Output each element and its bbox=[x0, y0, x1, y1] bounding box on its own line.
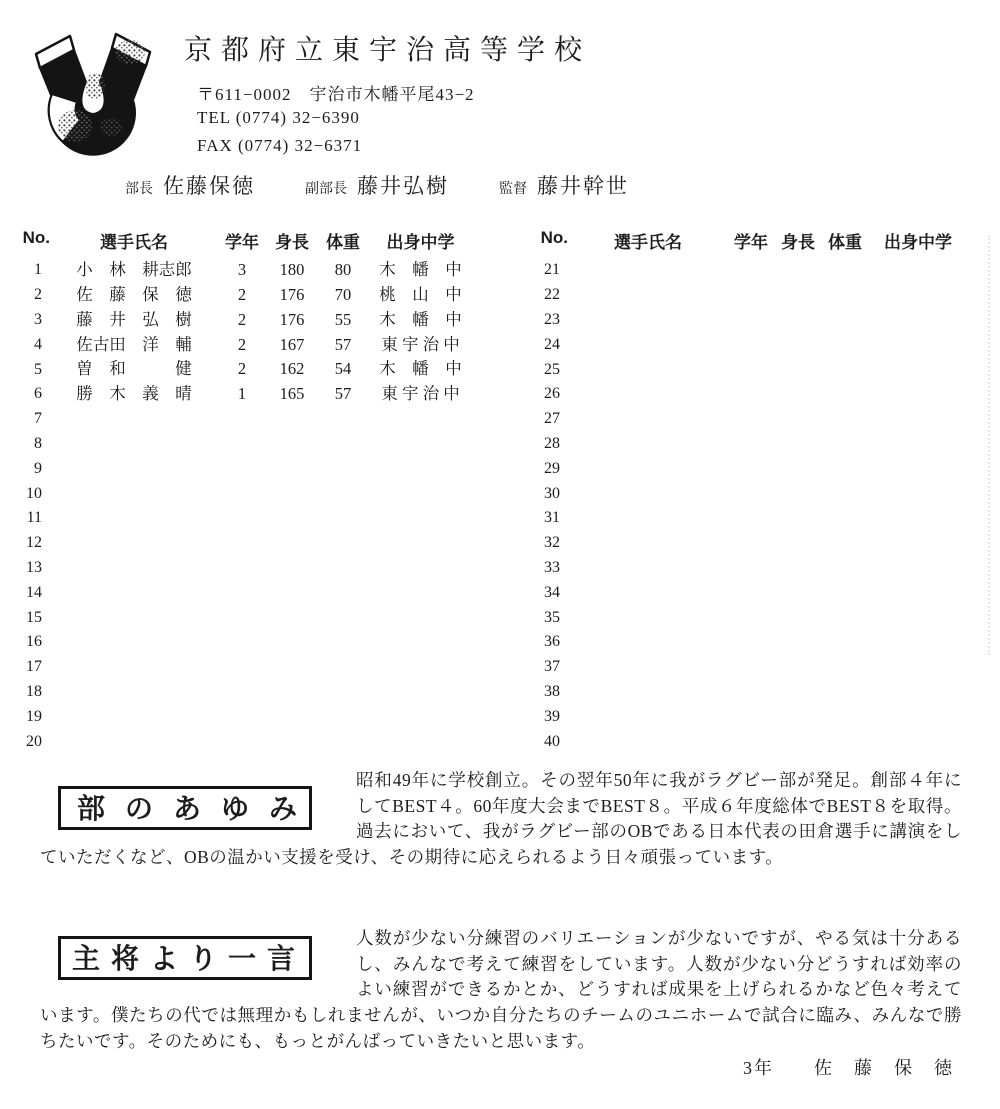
roster-cell-grade: 1 bbox=[237, 384, 247, 404]
roster-cell-weight: 55 bbox=[334, 309, 352, 329]
roster-column-header-no: No. bbox=[540, 228, 568, 247]
roster-cell-weight: 80 bbox=[334, 260, 352, 280]
vice-director-role-label: 副部長 bbox=[305, 180, 347, 196]
roster-cell-school: 東 宇 治 中 bbox=[381, 334, 460, 354]
roster-cell-school: 木 幡 中 bbox=[379, 260, 462, 280]
roster-cell-school: 東 宇 治 中 bbox=[381, 384, 460, 404]
roster-cell-name: 藤 井 弘 樹 bbox=[76, 309, 192, 329]
roster-cell-school: 木 幡 中 bbox=[379, 309, 462, 329]
roster-cell-no: 7 bbox=[34, 410, 42, 428]
roster-cell-grade: 2 bbox=[237, 359, 247, 379]
roster-cell-school: 木 幡 中 bbox=[379, 359, 462, 379]
roster-cell-no: 9 bbox=[34, 459, 42, 477]
roster-column-header-weight: 体重 bbox=[828, 233, 862, 252]
roster-cell-no: 30 bbox=[544, 484, 560, 502]
roster-cell-no: 19 bbox=[26, 707, 42, 725]
roster-cell-no: 26 bbox=[544, 385, 560, 403]
roster-column-header-name: 選手氏名 bbox=[614, 233, 682, 252]
roster-cell-no: 39 bbox=[544, 707, 560, 725]
roster-cell-height: 180 bbox=[279, 260, 305, 280]
roster-cell-no: 16 bbox=[26, 633, 42, 651]
roster-cell-no: 6 bbox=[34, 385, 42, 403]
roster-cell-no: 11 bbox=[26, 509, 42, 527]
roster-cell-no: 37 bbox=[544, 658, 560, 676]
roster-cell-no: 38 bbox=[544, 682, 560, 700]
fax-line: FAX (0774) 32−6371 bbox=[197, 136, 363, 155]
roster-cell-no: 1 bbox=[34, 261, 42, 279]
roster-column-header-grade: 学年 bbox=[734, 233, 768, 252]
coach-name: 藤井幹世 bbox=[537, 175, 629, 198]
roster-cell-no: 21 bbox=[544, 261, 560, 279]
roster-cell-grade: 2 bbox=[237, 284, 247, 304]
roster-column-header-height: 身長 bbox=[275, 233, 309, 252]
roster-table-left bbox=[20, 228, 473, 754]
roster-column-header-school: 出身中学 bbox=[884, 233, 952, 252]
roster-cell-no: 2 bbox=[34, 286, 42, 304]
roster-cell-grade: 3 bbox=[237, 260, 247, 280]
roster-cell-no: 8 bbox=[34, 434, 42, 452]
horseshoe-u-emblem-icon bbox=[18, 24, 168, 166]
captain-message-title-box: 主将より一言 bbox=[58, 936, 312, 980]
roster-cell-height: 162 bbox=[279, 359, 305, 379]
roster-column-header-weight: 体重 bbox=[326, 233, 360, 252]
roster-cell-weight: 70 bbox=[334, 284, 352, 304]
captain-signature: 3年 佐 藤 保 徳 bbox=[743, 1057, 954, 1078]
staff-row bbox=[125, 170, 679, 200]
roster-cell-grade: 2 bbox=[237, 334, 247, 354]
roster-cell-no: 25 bbox=[544, 360, 560, 378]
roster-cell-no: 36 bbox=[544, 633, 560, 651]
roster-cell-no: 22 bbox=[544, 286, 560, 304]
roster-column-header-no: No. bbox=[22, 228, 50, 247]
roster-column-header-name: 選手氏名 bbox=[100, 233, 168, 252]
roster-cell-no: 28 bbox=[544, 434, 560, 452]
vice-director-name: 藤井弘樹 bbox=[357, 175, 449, 198]
club-history-text: 昭和49年に学校創立。その翌年50年に我がラグビー部が発足。創部４年にしてBEST４。60年度大会までBEST８。平成６年度総体でBEST８を取得。過去において、我がラグビー部のOBである日本代表の田倉選手に講演をしていただくなど、OBの温かい支援を受け、その期待に応えられるよう日々頑張っています。 bbox=[40, 770, 962, 868]
roster-cell-weight: 57 bbox=[334, 384, 352, 404]
roster-column-header-school: 出身中学 bbox=[386, 233, 455, 252]
roster-cell-no: 34 bbox=[544, 583, 560, 601]
roster-cell-no: 13 bbox=[26, 558, 42, 576]
roster-column-header-height: 身長 bbox=[781, 233, 815, 252]
roster-cell-no: 29 bbox=[544, 459, 560, 477]
roster-cell-height: 176 bbox=[279, 309, 305, 329]
roster-cell-no: 32 bbox=[544, 534, 560, 552]
roster-cell-weight: 57 bbox=[334, 334, 352, 354]
tel-line: TEL (0774) 32−6390 bbox=[197, 108, 360, 127]
roster-cell-no: 10 bbox=[26, 484, 42, 502]
roster-cell-height: 176 bbox=[279, 284, 305, 304]
roster-cell-name: 曽 和 健 bbox=[76, 359, 192, 379]
scan-edge-artifact bbox=[988, 235, 990, 655]
roster-cell-no: 40 bbox=[544, 732, 560, 750]
roster-cell-no: 20 bbox=[26, 732, 42, 750]
roster-cell-no: 12 bbox=[26, 534, 42, 552]
roster-cell-no: 35 bbox=[544, 608, 560, 626]
club-history-title-box: 部のあゆみ bbox=[58, 786, 312, 830]
roster-cell-height: 167 bbox=[279, 334, 305, 354]
postal-address-line: 〒611−0002 宇治市木幡平尾43−2 bbox=[197, 85, 475, 104]
roster-cell-no: 4 bbox=[34, 335, 42, 353]
roster-cell-height: 165 bbox=[279, 384, 305, 404]
roster-table-right bbox=[540, 228, 968, 754]
roster-cell-weight: 54 bbox=[334, 359, 352, 379]
director-name: 佐藤保徳 bbox=[163, 175, 255, 198]
roster-cell-no: 23 bbox=[544, 310, 560, 328]
school-name-title: 京都府立東宇治高等学校 bbox=[184, 34, 592, 65]
director-role-label: 部長 bbox=[125, 180, 153, 196]
captain-message-text: 人数が少ない分練習のバリエーションが少ないですが、やる気は十分あるし、みんなで考えて練習をしています。人数が少ない分どうすれば効率のよい練習ができるかとか、どうすれば成果を上げられるかなど色々考えています。僕たちの代では無理かもしれませんが、いつか自分たちのチームのユニホームで試合に臨み、みんなで勝ちたいです。そのためにも、もっとがんばっていきたいと思います。 bbox=[40, 928, 962, 1051]
roster-cell-name: 勝 木 義 晴 bbox=[76, 384, 192, 404]
roster-cell-no: 14 bbox=[26, 583, 42, 601]
roster-cell-no: 24 bbox=[544, 335, 560, 353]
roster-cell-no: 31 bbox=[544, 509, 560, 527]
roster-cell-no: 17 bbox=[26, 658, 42, 676]
roster-column-header-grade: 学年 bbox=[225, 233, 259, 252]
club-history-section bbox=[40, 768, 962, 871]
roster-cell-no: 15 bbox=[26, 608, 42, 626]
roster-cell-no: 5 bbox=[34, 360, 42, 378]
roster-cell-school: 桃 山 中 bbox=[379, 284, 462, 304]
roster-cell-no: 27 bbox=[544, 410, 560, 428]
roster-cell-no: 18 bbox=[26, 682, 42, 700]
roster-cell-grade: 2 bbox=[237, 309, 247, 329]
roster-cell-name: 佐古田 洋 輔 bbox=[76, 334, 192, 354]
roster-cell-no: 33 bbox=[544, 558, 560, 576]
roster-cell-name: 佐 藤 保 徳 bbox=[76, 284, 192, 304]
coach-role-label: 監督 bbox=[499, 180, 527, 196]
roster-cell-no: 3 bbox=[34, 310, 42, 328]
captain-message-section bbox=[40, 926, 962, 1081]
roster-cell-name: 小 林 耕志郎 bbox=[76, 260, 192, 280]
